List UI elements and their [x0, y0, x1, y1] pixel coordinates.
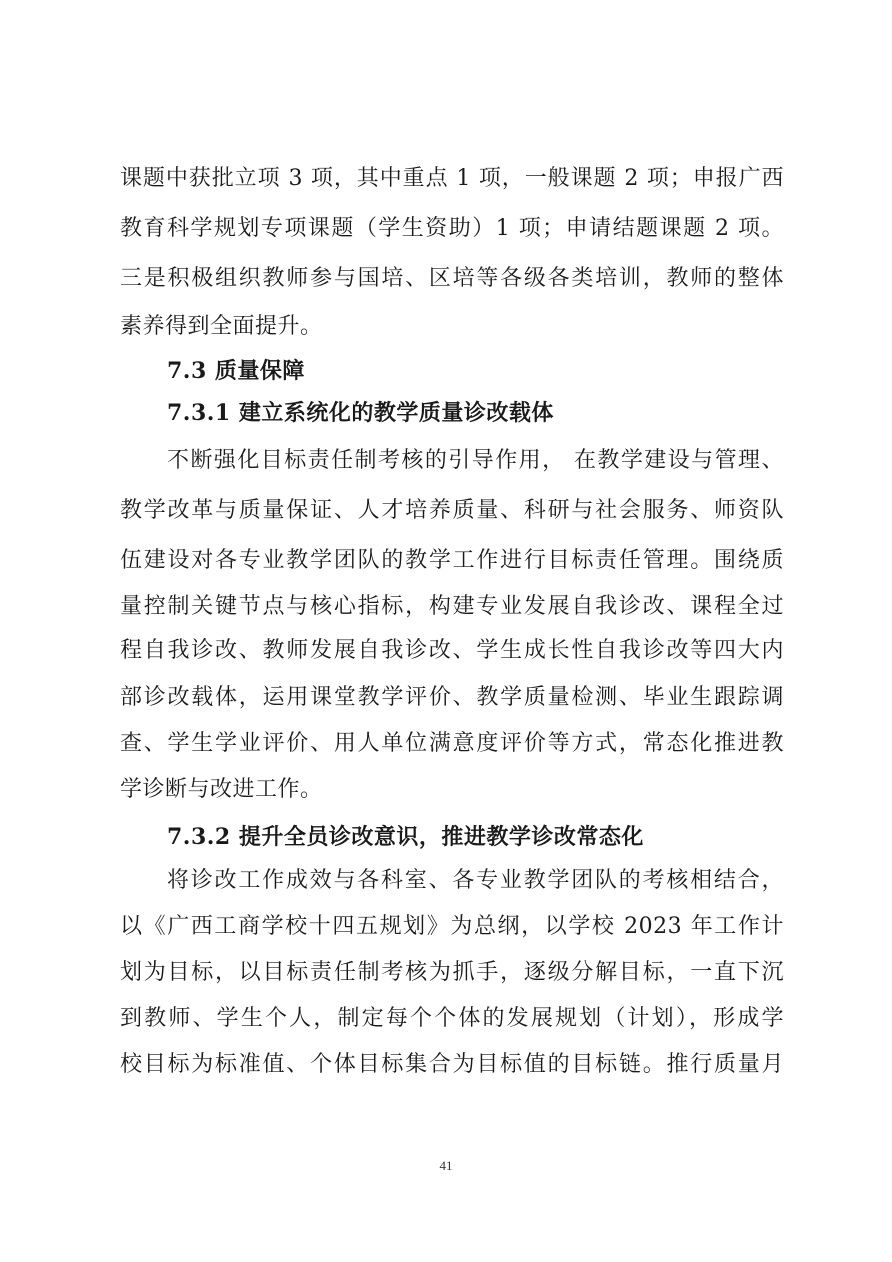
paragraph-line: 部诊改载体，运用课堂教学评价、教学质量检测、毕业生跟踪调: [120, 685, 784, 710]
paragraph-line: 伍建设对各专业教学团队的教学工作进行目标责任管理。围绕质: [120, 548, 784, 573]
paragraph-line: 校目标为标准值、个体目标集合为目标值的目标链。推行质量月: [120, 1052, 784, 1077]
paragraph-line: 课题中获批立项 3 项，其中重点 1 项，一般课题 2 项；申报广西: [120, 166, 784, 191]
page-number: 41: [439, 1158, 453, 1173]
section-heading: 7.3 质量保障: [167, 358, 305, 384]
paragraph-line: 查、学生学业评价、用人单位满意度评价等方式，常态化推进教: [120, 731, 784, 756]
paragraph-line: 将诊改工作成效与各科室、各专业教学团队的考核相结合，: [167, 868, 784, 893]
paragraph-line: 教学改革与质量保证、人才培养质量、科研与社会服务、师资队: [120, 498, 784, 523]
paragraph-line: 不断强化目标责任制考核的引导作用， 在教学建设与管理、: [167, 448, 784, 473]
subsection-heading: 7.3.1 建立系统化的教学质量诊改载体: [167, 400, 554, 426]
paragraph-line: 以《广西工商学校十四五规划》为总纲，以学校 2023 年工作计: [120, 914, 784, 939]
paragraph-line: 学诊断与改进工作。: [120, 777, 323, 802]
paragraph-line: 教育科学规划专项课题（学生资助）1 项；申请结题课题 2 项。: [120, 216, 784, 241]
paragraph-line: 到教师、学生个人，制定每个个体的发展规划（计划），形成学: [120, 1006, 784, 1031]
paragraph-line: 划为目标，以目标责任制考核为抓手，逐级分解目标，一直下沉: [120, 960, 784, 985]
paragraph-line: 量控制关键节点与核心指标，构建专业发展自我诊改、课程全过: [120, 594, 784, 619]
paragraph-line: 三是积极组织教师参与国培、区培等各级各类培训，教师的整体: [120, 266, 784, 291]
paragraph-line: 程自我诊改、教师发展自我诊改、学生成长性自我诊改等四大内: [120, 638, 784, 663]
subsection-heading: 7.3.2 提升全员诊改意识，推进教学诊改常态化: [167, 824, 644, 850]
paragraph-line: 素养得到全面提升。: [120, 314, 323, 339]
